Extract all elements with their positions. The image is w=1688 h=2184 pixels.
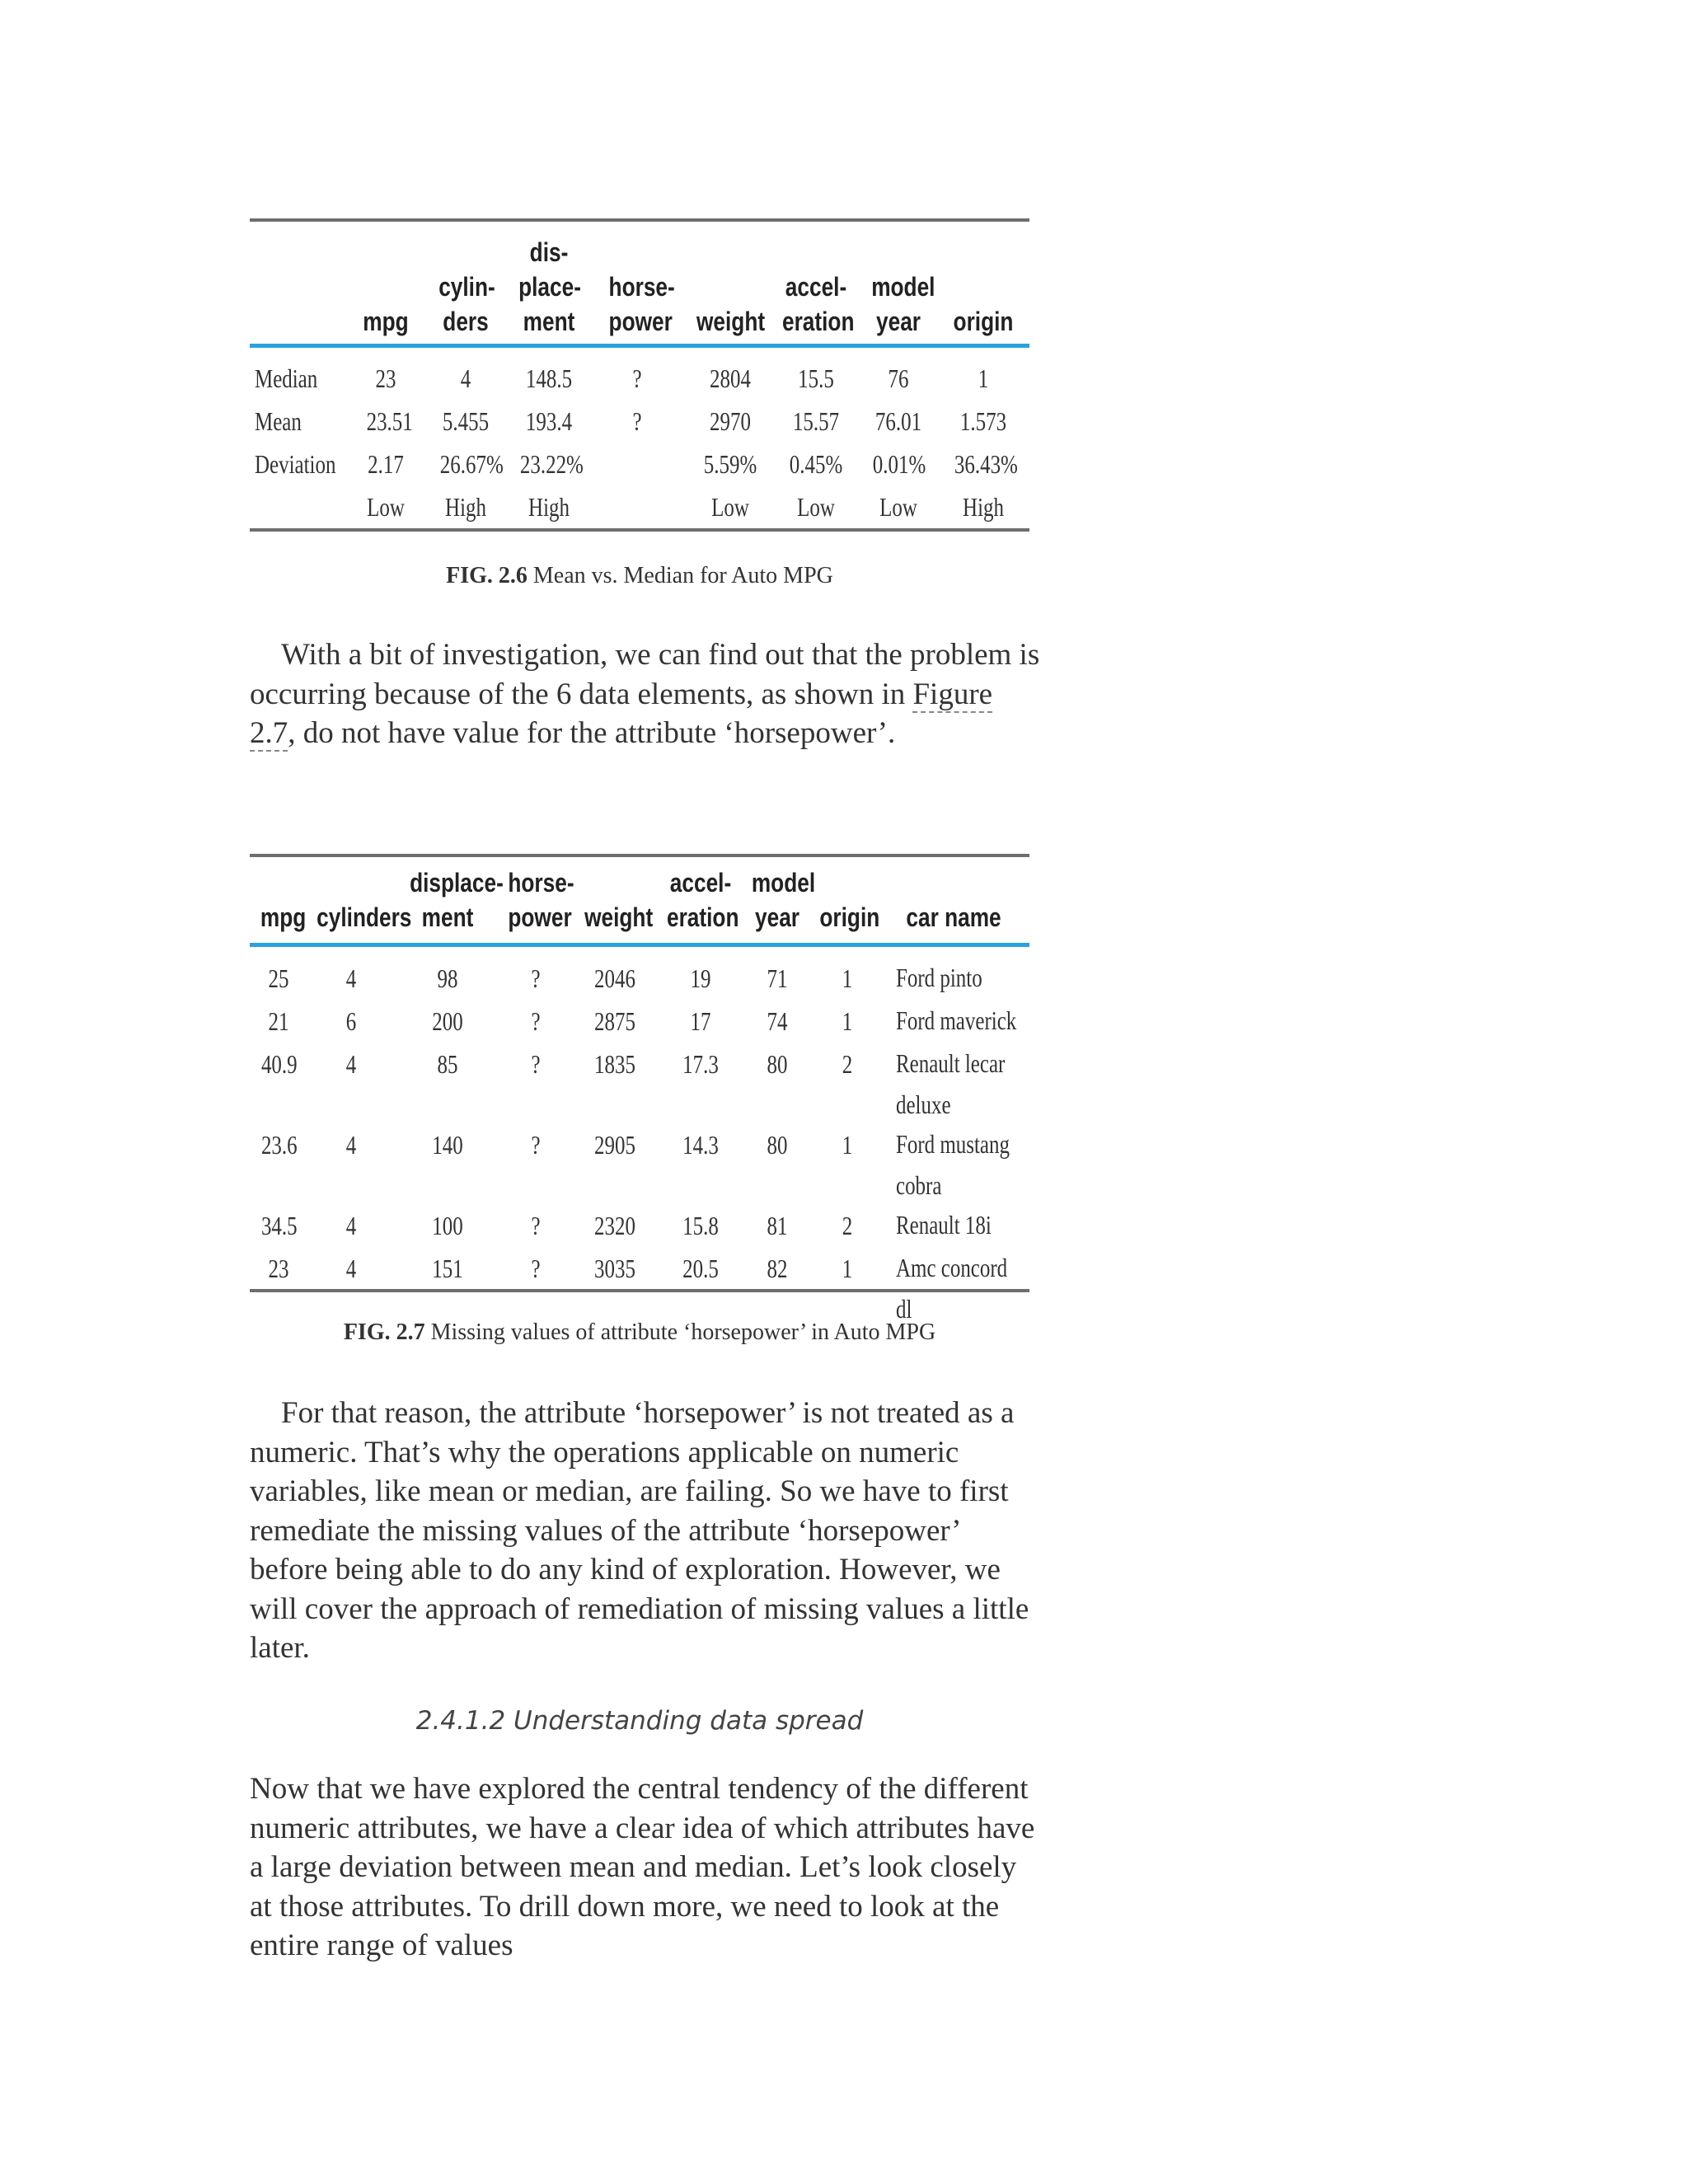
caption-label: FIG. 2.6 xyxy=(446,563,528,588)
table-cell: ? xyxy=(531,1254,541,1283)
table-cell: 40.9 xyxy=(260,1049,298,1079)
car-name-cell: Ford pinto xyxy=(896,963,982,992)
table-cell: ? xyxy=(632,406,642,436)
section-subheading: 2.4.1.2 Understanding data spread xyxy=(415,1706,864,1736)
column-header-model-year xyxy=(871,269,935,339)
column-header-displacement-text: dis- place- ment xyxy=(518,237,581,336)
table-cell: ? xyxy=(632,363,642,393)
column-header-weight: weight xyxy=(584,902,654,932)
table-cell: 26.67% xyxy=(439,449,504,479)
table-cell: 151 xyxy=(432,1254,463,1283)
column-header-horsepower xyxy=(608,269,675,339)
table-cell: 5.59% xyxy=(703,449,757,479)
table-cell: 1835 xyxy=(594,1049,635,1079)
table-bottom-rule xyxy=(250,528,1029,532)
table-cell: 100 xyxy=(432,1211,463,1240)
table-cell: 14.3 xyxy=(682,1130,719,1160)
table-cell: 19 xyxy=(690,963,711,993)
column-header-horsepower-text: horse- power xyxy=(508,868,574,932)
table-cell: 76.01 xyxy=(874,406,922,436)
table-cell: 21 xyxy=(268,1006,289,1036)
table-cell: ? xyxy=(531,1006,541,1036)
table-cell: ? xyxy=(531,1049,541,1079)
car-name-cell: Renault lecar deluxe xyxy=(896,1048,1006,1119)
table-cell: Low xyxy=(797,492,835,522)
table-cell: 2 xyxy=(842,1211,853,1240)
column-header-origin: origin xyxy=(953,307,1014,336)
figure-2-7-link[interactable]: Figure 2.7 xyxy=(250,677,993,750)
caption-text: Missing values of attribute ‘horsepower’ in Auto MPG xyxy=(424,1319,936,1345)
table-cell: 2 xyxy=(842,1049,853,1079)
table-cell: 71 xyxy=(767,963,788,993)
table-cell: Low xyxy=(367,492,405,522)
table-cell: ? xyxy=(531,1211,541,1240)
table-cell: 1.573 xyxy=(959,406,1007,436)
column-header-acceleration xyxy=(782,269,855,339)
column-header-horsepower xyxy=(508,865,574,935)
table-cell: 36.43% xyxy=(954,449,1018,479)
column-header-origin: origin xyxy=(819,902,880,932)
caption-label: FIG. 2.7 xyxy=(343,1319,425,1345)
table-cell: 4 xyxy=(345,1211,357,1240)
row-label: Median xyxy=(255,363,318,393)
column-header-model-year xyxy=(751,865,816,935)
table-cell: 2804 xyxy=(710,363,751,393)
column-header-cylinders-text: cylin- ders xyxy=(438,272,495,336)
table-top-rule xyxy=(250,854,1029,857)
table-cell: 1 xyxy=(842,1254,853,1283)
table-cell: 2970 xyxy=(710,406,751,436)
table-cell: 25 xyxy=(268,963,289,993)
paragraph-text: With a bit of investigation, we can find out that the problem is occurring because of the 6 data elements, as shown in xyxy=(250,638,1040,711)
table-cell: 17.3 xyxy=(682,1049,719,1079)
table-cell: High xyxy=(963,492,1004,522)
car-name-cell: Ford mustang cobra xyxy=(896,1129,1010,1200)
table-cell: 0.01% xyxy=(872,449,926,479)
column-header-mpg: mpg xyxy=(363,307,409,336)
header-divider xyxy=(250,344,1029,348)
table-cell: 200 xyxy=(432,1006,463,1036)
column-header-model-year-text: model year xyxy=(871,272,935,336)
table-cell: 140 xyxy=(432,1130,463,1160)
table-cell: 23.51 xyxy=(366,406,413,436)
table-top-rule xyxy=(250,218,1029,222)
table-cell: 2905 xyxy=(594,1130,635,1160)
table-cell: 34.5 xyxy=(260,1211,298,1240)
table-cell: 23 xyxy=(375,363,396,393)
table-cell: ? xyxy=(531,963,541,993)
table-cell: 1 xyxy=(842,1006,853,1036)
figure-2-6-caption xyxy=(250,563,1029,589)
body-paragraph: Now that we have explored the central tendency of the different numeric attributes, we have a clear idea of which attributes have a large deviation between mean and median. Let’s look closely at those attributes. To drill down more, we need to look at the entire range of values xyxy=(250,1772,1035,1962)
table-cell: 1 xyxy=(842,1130,853,1160)
row-label: Mean xyxy=(255,406,302,436)
table-cell: 15.5 xyxy=(798,363,834,393)
table-cell: 80 xyxy=(767,1049,788,1079)
column-header-displacement xyxy=(518,235,579,339)
table-cell: 15.8 xyxy=(682,1211,719,1240)
table-cell: 0.45% xyxy=(789,449,843,479)
car-name-cell: Amc concord dl xyxy=(896,1253,1008,1324)
table-cell: Low xyxy=(711,492,749,522)
column-header-cylinders: cylinders xyxy=(316,902,412,932)
car-name-cell: Ford maverick xyxy=(896,1005,1017,1035)
header-divider xyxy=(250,943,1029,947)
table-cell: ? xyxy=(531,1130,541,1160)
car-name-cell: Renault 18i xyxy=(896,1210,992,1240)
table-cell: 82 xyxy=(767,1254,788,1283)
column-header-acceleration-text: accel- eration xyxy=(667,868,739,932)
table-cell: 5.455 xyxy=(442,406,490,436)
table-cell: 23.6 xyxy=(260,1130,298,1160)
table-cell: High xyxy=(528,492,570,522)
table-cell: 23 xyxy=(268,1254,289,1283)
table-cell: 148.5 xyxy=(525,363,573,393)
paragraph-text: , do not have value for the attribute ‘horsepower’. xyxy=(288,716,896,750)
table-cell: 2320 xyxy=(594,1211,635,1240)
caption-text: Mean vs. Median for Auto MPG xyxy=(527,563,833,588)
table-cell: 2.17 xyxy=(368,449,404,479)
table-cell: 74 xyxy=(767,1006,788,1036)
figure-2-7-table xyxy=(250,854,1029,1324)
column-header-displacement-text: displace- ment xyxy=(410,868,504,932)
column-header-displacement xyxy=(410,865,504,935)
table-cell: 3035 xyxy=(594,1254,635,1283)
column-header-horsepower-text: horse- power xyxy=(608,272,675,336)
column-header-model-year-text: model year xyxy=(751,868,816,932)
table-cell: 193.4 xyxy=(525,406,573,436)
body-paragraph: For that reason, the attribute ‘horsepower’ is not treated as a numeric. That’s why the operations applicable on numeric variables, like mean or median, are failing. So we have to first remediate the missing values of the attribute ‘horsepower’ before being able to do any kind of exploration. However, we will cover the approach of remediation of missing values a little later. xyxy=(250,1396,1029,1665)
table-cell: 98 xyxy=(437,963,458,993)
table-cell: Low xyxy=(879,492,917,522)
table-cell: 1 xyxy=(978,363,989,393)
table-cell: 76 xyxy=(888,363,909,393)
column-header-acceleration xyxy=(667,865,739,935)
body-paragraph xyxy=(250,635,1041,753)
table-cell: 6 xyxy=(345,1006,357,1036)
table-cell: 15.57 xyxy=(792,406,840,436)
table-cell: 17 xyxy=(690,1006,711,1036)
table-cell: 4 xyxy=(345,1254,357,1283)
table-cell: 2875 xyxy=(594,1006,635,1036)
table-cell: 80 xyxy=(767,1130,788,1160)
table-cell: 4 xyxy=(345,963,357,993)
table-cell: 4 xyxy=(460,363,471,393)
table-cell: 2046 xyxy=(594,963,635,993)
table-cell: 1 xyxy=(842,963,853,993)
column-header-acceleration-text: accel- eration xyxy=(782,272,855,336)
column-header-car-name: car name xyxy=(906,902,1001,932)
table-cell: 23.22% xyxy=(519,449,584,479)
figure-2-6-table xyxy=(250,218,1029,532)
column-header-weight: weight xyxy=(696,307,766,336)
table-bottom-rule xyxy=(250,1289,1029,1292)
figure-2-7-caption xyxy=(250,1319,1029,1346)
table-cell: 85 xyxy=(437,1049,458,1079)
table-cell: High xyxy=(445,492,486,522)
table-cell: 4 xyxy=(345,1130,357,1160)
table-cell: 20.5 xyxy=(682,1254,719,1283)
column-header-cylinders xyxy=(438,269,493,339)
table-cell: 81 xyxy=(767,1211,788,1240)
table-cell: 4 xyxy=(345,1049,357,1079)
row-label: Deviation xyxy=(255,449,336,479)
column-header-mpg: mpg xyxy=(260,902,307,932)
